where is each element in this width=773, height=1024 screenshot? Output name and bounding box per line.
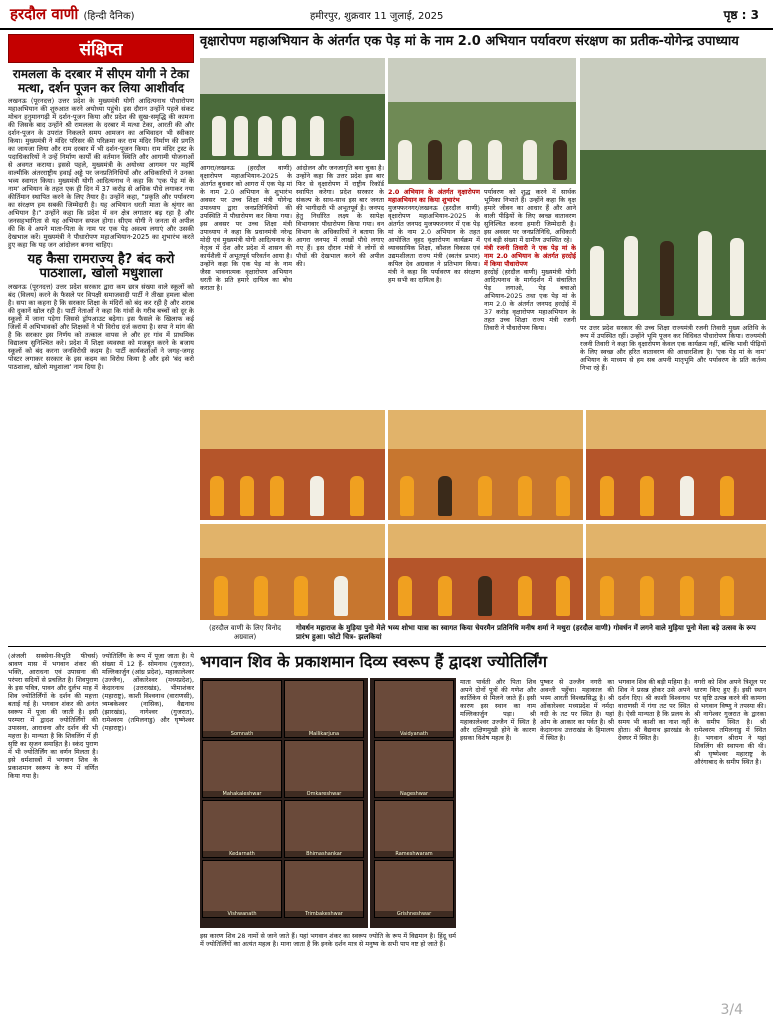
photo-plantation-2 <box>388 58 576 184</box>
bottom-col-7: नगरी को शिव अपने त्रिशूल पर धारण किए हुए हैं। इसी स्थान पर सृष्टि उत्पन्न करने की कामना से भगवान विष्णु ने तपस्या की। श्री नागेश्वर गुजरात के द्वारका के समीप स्थित है। श्री रामेश्वरम तमिलनाडु में स्थित है। भगवान श्रीराम ने यहां शिवलिंग की स्थापना की थी। श्री घृष्णेश्वर महाराष्ट्र के औरंगाबाद के समीप स्थित है। <box>694 678 766 766</box>
collage-tile: Rameshwaram <box>374 800 454 858</box>
section-title: संक्षिप्त <box>8 34 194 63</box>
bottom-col-2: ज्योतिर्लिंग के रूप में पूजा जाता है। ये संख्या में 12 हैं- सोमनाथ (गुजरात), मल्लिकार्जुन (आंध्र प्रदेश), महाकालेश्वर (उज्जैन), ओंकारेश्वर (मध्यप्रदेश), केदारनाथ (उत्तराखंड), भीमाशंकर (महाराष्ट्र), काशी विश्वनाथ (वाराणसी), त्र्यम्बकेश्वर (नासिक), वैद्यनाथ (झारखंड), नागेश्वर (गुजरात), रामेश्वरम (तमिलनाडु) और घृष्णेश्वर (महाराष्ट्र)। <box>102 652 194 732</box>
bottom-col-4: माता पार्वती और पिता शिव अपने दोनों पुत्रों की गणेश और कार्तिकेय से मिलने जाते हैं। इसी कारण इस स्थान का नाम मल्लिकार्जुन पड़ा। श्री महाकालेश्वर उज्जैन में स्थित है और दक्षिणमुखी होने के कारण इसका विशेष महत्व है। <box>460 678 536 742</box>
top-col-4-body: पर्यावरण को शुद्ध करने में सार्थक भूमिका निभाते हैं। उन्होंने कहा कि वृक्ष हमारे जीवन का आधार हैं और आने वाली पीढ़ियों के लिए स्वच्छ वातावरण सुनिश्चित करना हमारी जिम्मेदारी है। इस अवसर पर जनप्रतिनिधि, अधिकारी एवं बड़ी संख्या में ग्रामीण उपस्थित रहे। <box>484 188 576 244</box>
top-col-4 <box>484 188 576 404</box>
story1-headline: रामलला के दरबार में सीएम योगी ने टेका मत्था, दर्शन पूजन कर लिया आशीर्वाद <box>12 67 190 95</box>
photo-mela-6 <box>586 524 766 620</box>
story1-body: लखनऊ (पूरनदत्त) उत्तर प्रदेश के मुख्यमंत्री योगी आदित्यनाथ पौधारोपण महाअभियान की शुरुआत करने अयोध्या पहुंचे। इस दौरान उन्होंने पहले संकट मोचन हनुमानगढ़ी में दर्शन-पूजन किया और प्रदेश की सुख-समृद्धि की कामना की जिसके बाद उन्होंने श्री रामलला के दरबार में मत्था टेका, आरती की और दर्शन-पूजन के उपरांत निकलते समय आमजन का अभिवादन भी स्वीकार किया। मुख्यमंत्री ने मंदिर परिसर की परिक्रमा कर राम मंदिर निर्माण की प्रगति का जायजा लिया और राम दरबार में भी दर्शन-पूजन किया। राम मंदिर ट्रस्ट के पदाधिकारियों ने उन्हें निर्माण कार्यों की वर्तमान स्थिति और आगामी योजनाओं से अवगत कराया। इससे पहले, मुख्यमंत्री के अयोध्या आगमन पर महर्षि वाल्मीकि अंतरराष्ट्रीय हवाई अड्डे पर जनप्रतिनिधियों और अधिकारियों ने उनका भव्य स्वागत किया। मुख्यमंत्री योगी आदित्यनाथ ने कहा कि 'एक पेड़ मां के नाम' अभियान के तहत एक ही दिन में 37 करोड़ से अधिक पौधे लगाकर नया कीर्तिमान स्थापित करने के लिए तैयार है। उन्होंने कहा, "प्रकृति और पर्यावरण का संरक्षण हम सबकी जिम्मेदारी है। यह अभियान धरती माता के श्रृंगार का अभियान है।" उन्होंने कहा कि प्रदेश में वन क्षेत्र लगातार बढ़ रहा है और जनसहभागिता से यह अभियान सफल होगा। सीएम योगी ने जनता से अपील की कि वे अपने माता-पिता के नाम पर एक पेड़ अवश्य लगाएं और उसकी देखभाल करें। मुख्यमंत्री ने पौधारोपण महाअभियान-2025 का शुभारंभ करते हुए कहा कि यह जन आंदोलन बनना चाहिए। <box>8 97 194 249</box>
story2-body: लखनऊ (पूरनदत्त) उत्तर प्रदेश सरकार द्वारा कम छात्र संख्या वाले स्कूलों को बंद (विलय) करने के फैसले पर विपक्षी समाजवादी पार्टी ने तीखा हमला बोला है। सपा का कहना है कि सरकार शिक्षा के मंदिरों को बंद कर रही है और शराब की दुकानें खोल रही है। पार्टी नेताओं ने कहा कि गांवों के गरीब बच्चों को दूर के स्कूलों में जाना पड़ेगा जिससे ड्रॉपआउट बढ़ेगा। इस फैसले के खिलाफ कई जिलों में अभिभावकों और शिक्षकों ने भी विरोध दर्ज कराया है। सपा ने मांग की है कि सरकार इस निर्णय को तत्काल वापस ले और हर गांव में प्राथमिक विद्यालय सुनिश्चित करे। प्रदेश में शिक्षा व्यवस्था को मजबूत करने के बजाय स्कूलों को बंद करना जनविरोधी कदम है। पार्टी कार्यकर्ताओं ने जगह-जगह पोस्टर लगाकर सरकार के इस कदम का विरोध किया है और इसे 'बंद करो पाठशाला, खोलो मधुशाला' नाम दिया है। <box>8 283 194 371</box>
photo-mela-2 <box>388 410 583 520</box>
photo-mela-1 <box>200 410 385 520</box>
top-col-3-body: मुजफ्फरनगर/लखनऊ (हरदौल वाणी) वृक्षारोपण महाअभियान-2025 के अंतर्गत जनपद मुजफ्फरनगर में एक पेड़ मां के नाम 2.0 अभियान के तहत आयोजित वृहद वृक्षारोपण कार्यक्रम में व्यावसायिक शिक्षा, कौशल विकास एवं उद्यमशीलता राज्य मंत्री (स्वतंत्र प्रभार) कपिल देव अग्रवाल ने प्रतिभाग किया। मंत्री ने कहा कि पर्यावरण का संरक्षण हम सभी का दायित्व है। <box>388 204 480 284</box>
collage-tile: Mahakaleshwar <box>202 740 282 798</box>
top-headline: वृक्षारोपण महाअभियान के अंतर्गत एक पेड़ मां के नाम 2.0 अभियान पर्यावरण संरक्षण का प्रतीक-योगेन्द्र उपाध्याय <box>200 34 739 49</box>
collage-tile: Trimbakeshwar <box>284 860 364 918</box>
brief-column <box>8 34 194 642</box>
top-col-3-subhead: 2.0 अभियान के अंतर्गत वृक्षारोपण महाअभियान का किया शुभारंभ <box>388 188 480 204</box>
page-number: पृष्ठ : 3 <box>723 8 759 22</box>
bottom-col-1: (अंजली सक्सेना-विभूति फीचर्स) श्रावण मास में भगवान शंकर की भक्ति, आराधना एवं उपासना की परंपरा सदियों से प्रचलित है। शिवपुराण के इस पवित्र, पावन और दुर्लभ माह में शिव ज्योतिर्लिंगों के दर्शन की महत्ता बताई गई है। भगवान शंकर की अनंत स्वरूप में पूजा की जाती है। इसी परम्परा में द्वादश ज्योतिर्लिंगों की उपासना, आराधना और दर्शन की भी महत्ता है। मान्यता है कि शिवलिंग में ही सृष्टि का सृजन समाहित है। स्कंद पुराण में भी ज्योतिर्लिंग का वर्णन मिलता है। इसे धर्मशास्त्रों में भगवान शिव के प्रकाशमान स्वरूप के रूप में वर्णित किया गया है। <box>8 652 98 780</box>
collage-tile: Nageshwar <box>374 740 454 798</box>
bottom-col-5: पुष्कर से उज्जैन नगरी का अवन्ती पहुँचा। महाकाल की भस्म आरती विश्वप्रसिद्ध है। श्री ओंकारेश्वर मध्यप्रदेश में नर्मदा नदी के तट पर स्थित है। यहां ओम के आकार का पर्वत है। श्री केदारनाथ उत्तराखंड के हिमालय में स्थित है। <box>540 678 614 742</box>
photo-plantation-3 <box>580 58 766 320</box>
photo-mela-4 <box>200 524 385 620</box>
collage-tile: Kedarnath <box>202 800 282 858</box>
story2-headline: यह कैसा रामराज्य है? बंद करो पाठशाला, खोलो मधुशाला <box>27 252 175 281</box>
top-col-4-subhead: मंत्री रजनी तिवारी ने एक पेड़ मां के नाम 2.0 अभियान के अंतर्गत हरदोई में किया पौधारोपण <box>484 244 576 268</box>
top-right-col: पर उत्तर प्रदेश सरकार की उच्च शिक्षा राज्यमंत्री रजनी तिवारी मुख्य अतिथि के रूप में उपस्थित रहीं। उन्होंने भूमि पूजन कर विधिवत पौधारोपण किया। राज्यमंत्री रजनी तिवारी ने कहा कि वृक्षारोपण केवल एक कार्यक्रम नहीं, बल्कि भावी पीढ़ियों के लिए स्वच्छ और हरित वातावरण की आधारशिला है। 'एक पेड़ मां के नाम' अभियान के माध्यम से हम सब अपनी मातृभूमि और पर्यावरण के प्रति कर्तव्य निभा रहे हैं। <box>580 324 766 372</box>
photo-mela-3 <box>586 410 766 520</box>
mela-caption: गोवर्धन महाराज के मुड़िया पुनो मेले भव्य शोभा यात्रा का स्वागत किया चेयरमैन प्रतिनिधि मनीष शर्मा ने मथुरा (हरदौल वाणी) गोवर्धन में लगने वाले मुड़िया पूनो मेला बड़े उत्सव के रूप प्रारंभ हुआ। फोटो चित्र- झलकियां <box>296 624 756 641</box>
page-header <box>0 0 773 30</box>
jyotirlinga-collage-2 <box>370 678 456 928</box>
top-col-3 <box>388 188 480 404</box>
collage-tile: Somnath <box>202 680 282 738</box>
bottom-col-6: भगवान शिव की बड़ी महिमा है। शिव ने प्रसन्न होकर उसे अपने दर्शन दिए। श्री काशी विश्वनाथ वाराणसी में गंगा तट पर स्थित है। ऐसी मान्यता है कि प्रलय के समय भी काशी का नाश नहीं होता। श्री वैद्यनाथ झारखंड के देवघर में स्थित है। <box>618 678 690 742</box>
photo-mela-5 <box>388 524 583 620</box>
top-col-1: आगरा/लखनऊ (हरदौल वाणी) वृक्षारोपण महाअभियान-2025 के अंतर्गत बुधवार को आगरा में एक पेड़ मां के नाम 2.0 अभियान के शुभारंभ अवसर पर उच्च शिक्षा मंत्री योगेन्द्र उपाध्याय द्वारा जनप्रतिनिधियों की उपस्थिति में पौधारोपण कर किया गया। इस अवसर पर उच्च शिक्षा मंत्री उपाध्याय ने कहा कि प्रधानमंत्री नरेन्द्र मोदी एवं मुख्यमंत्री योगी आदित्यनाथ के नेतृत्व में देश और प्रदेश में शासन की कार्यशैली में अभूतपूर्व परिवर्तन आया है। उन्होंने कहा कि एक पेड़ मां के नाम जैसा भावनात्मक वृक्षारोपण अभियान धरती के प्रति हमारे दायित्व का बोध कराता है। <box>200 164 292 292</box>
photo-plantation-1 <box>200 58 385 160</box>
masthead-brand: हरदौल वाणी (हिन्दी दैनिक) <box>10 5 135 23</box>
top-col-4b-body: हरदोई (हरदौल वाणी) मुख्यमंत्री योगी आदित्यनाथ के मार्गदर्शन में संचालित पेड़ लगाओ, पेड़ बचाओ अभियान-2025 तथा एक पेड़ मां के नाम 2.0 के अंतर्गत जनपद हरदोई में 37 करोड़ वृक्षारोपण महाअभियान के तहत उच्च शिक्षा राज्य मंत्री रजनी तिवारी ने पौधारोपण किया। <box>484 268 576 332</box>
collage-tile: Vishwanath <box>202 860 282 918</box>
collage-tile: Bhimashankar <box>284 800 364 858</box>
collage-tile: Mallikarjuna <box>284 680 364 738</box>
collage-tile: Vaidyanath <box>374 680 454 738</box>
bottom-col-3: इस कारण शिव 28 नामों से जाने जाते हैं। यहां भगवान शंकर का स्वरूप ज्योति के रूप में विद्यमान है। हिंदू धर्म में ज्योतिर्लिंगों का अत्यंत महत्व है। माना जाता है कि इनके दर्शन मात्र से मनुष्य के सभी पाप नष्ट हो जाते हैं। <box>200 932 456 948</box>
jyotirlinga-headline: भगवान शिव के प्रकाशमान दिव्य स्वरूप हैं द्वादश ज्योतिर्लिंग <box>200 652 548 671</box>
jyotirlinga-collage <box>200 678 368 928</box>
section-divider <box>8 646 766 647</box>
page-watermark: 3/4 <box>720 1002 743 1018</box>
collage-tile: Omkareshwar <box>284 740 364 798</box>
collage-tile: Grishneshwar <box>374 860 454 918</box>
photo-credit-caption: (हरदौल वाणी के लिए विनोद अग्रवाल) <box>209 624 281 641</box>
dateline: हमीरपुर, शुक्रवार 11 जुलाई, 2025 <box>310 11 444 22</box>
top-col-2: आंदोलन और जनजागृति बना चुका है। उन्होंने कहा कि उत्तर प्रदेश इस बार फिर से वृक्षारोपण में राष्ट्रीय रिकॉर्ड स्थापित करेगा। प्रदेश सरकार के संकल्प के साथ-साथ इस बार जनता की भागीदारी भी अभूतपूर्व है। जनपद हेतु निर्धारित लक्ष्य के सापेक्ष विभागवार पौधारोपण किया गया। वन विभाग के अधिकारियों ने बताया कि आगरा जनपद में लाखों पौधे लगाए गए हैं। इस दौरान मंत्री ने लोगों से पौधों की देखभाल करने की अपील की। <box>296 164 384 268</box>
